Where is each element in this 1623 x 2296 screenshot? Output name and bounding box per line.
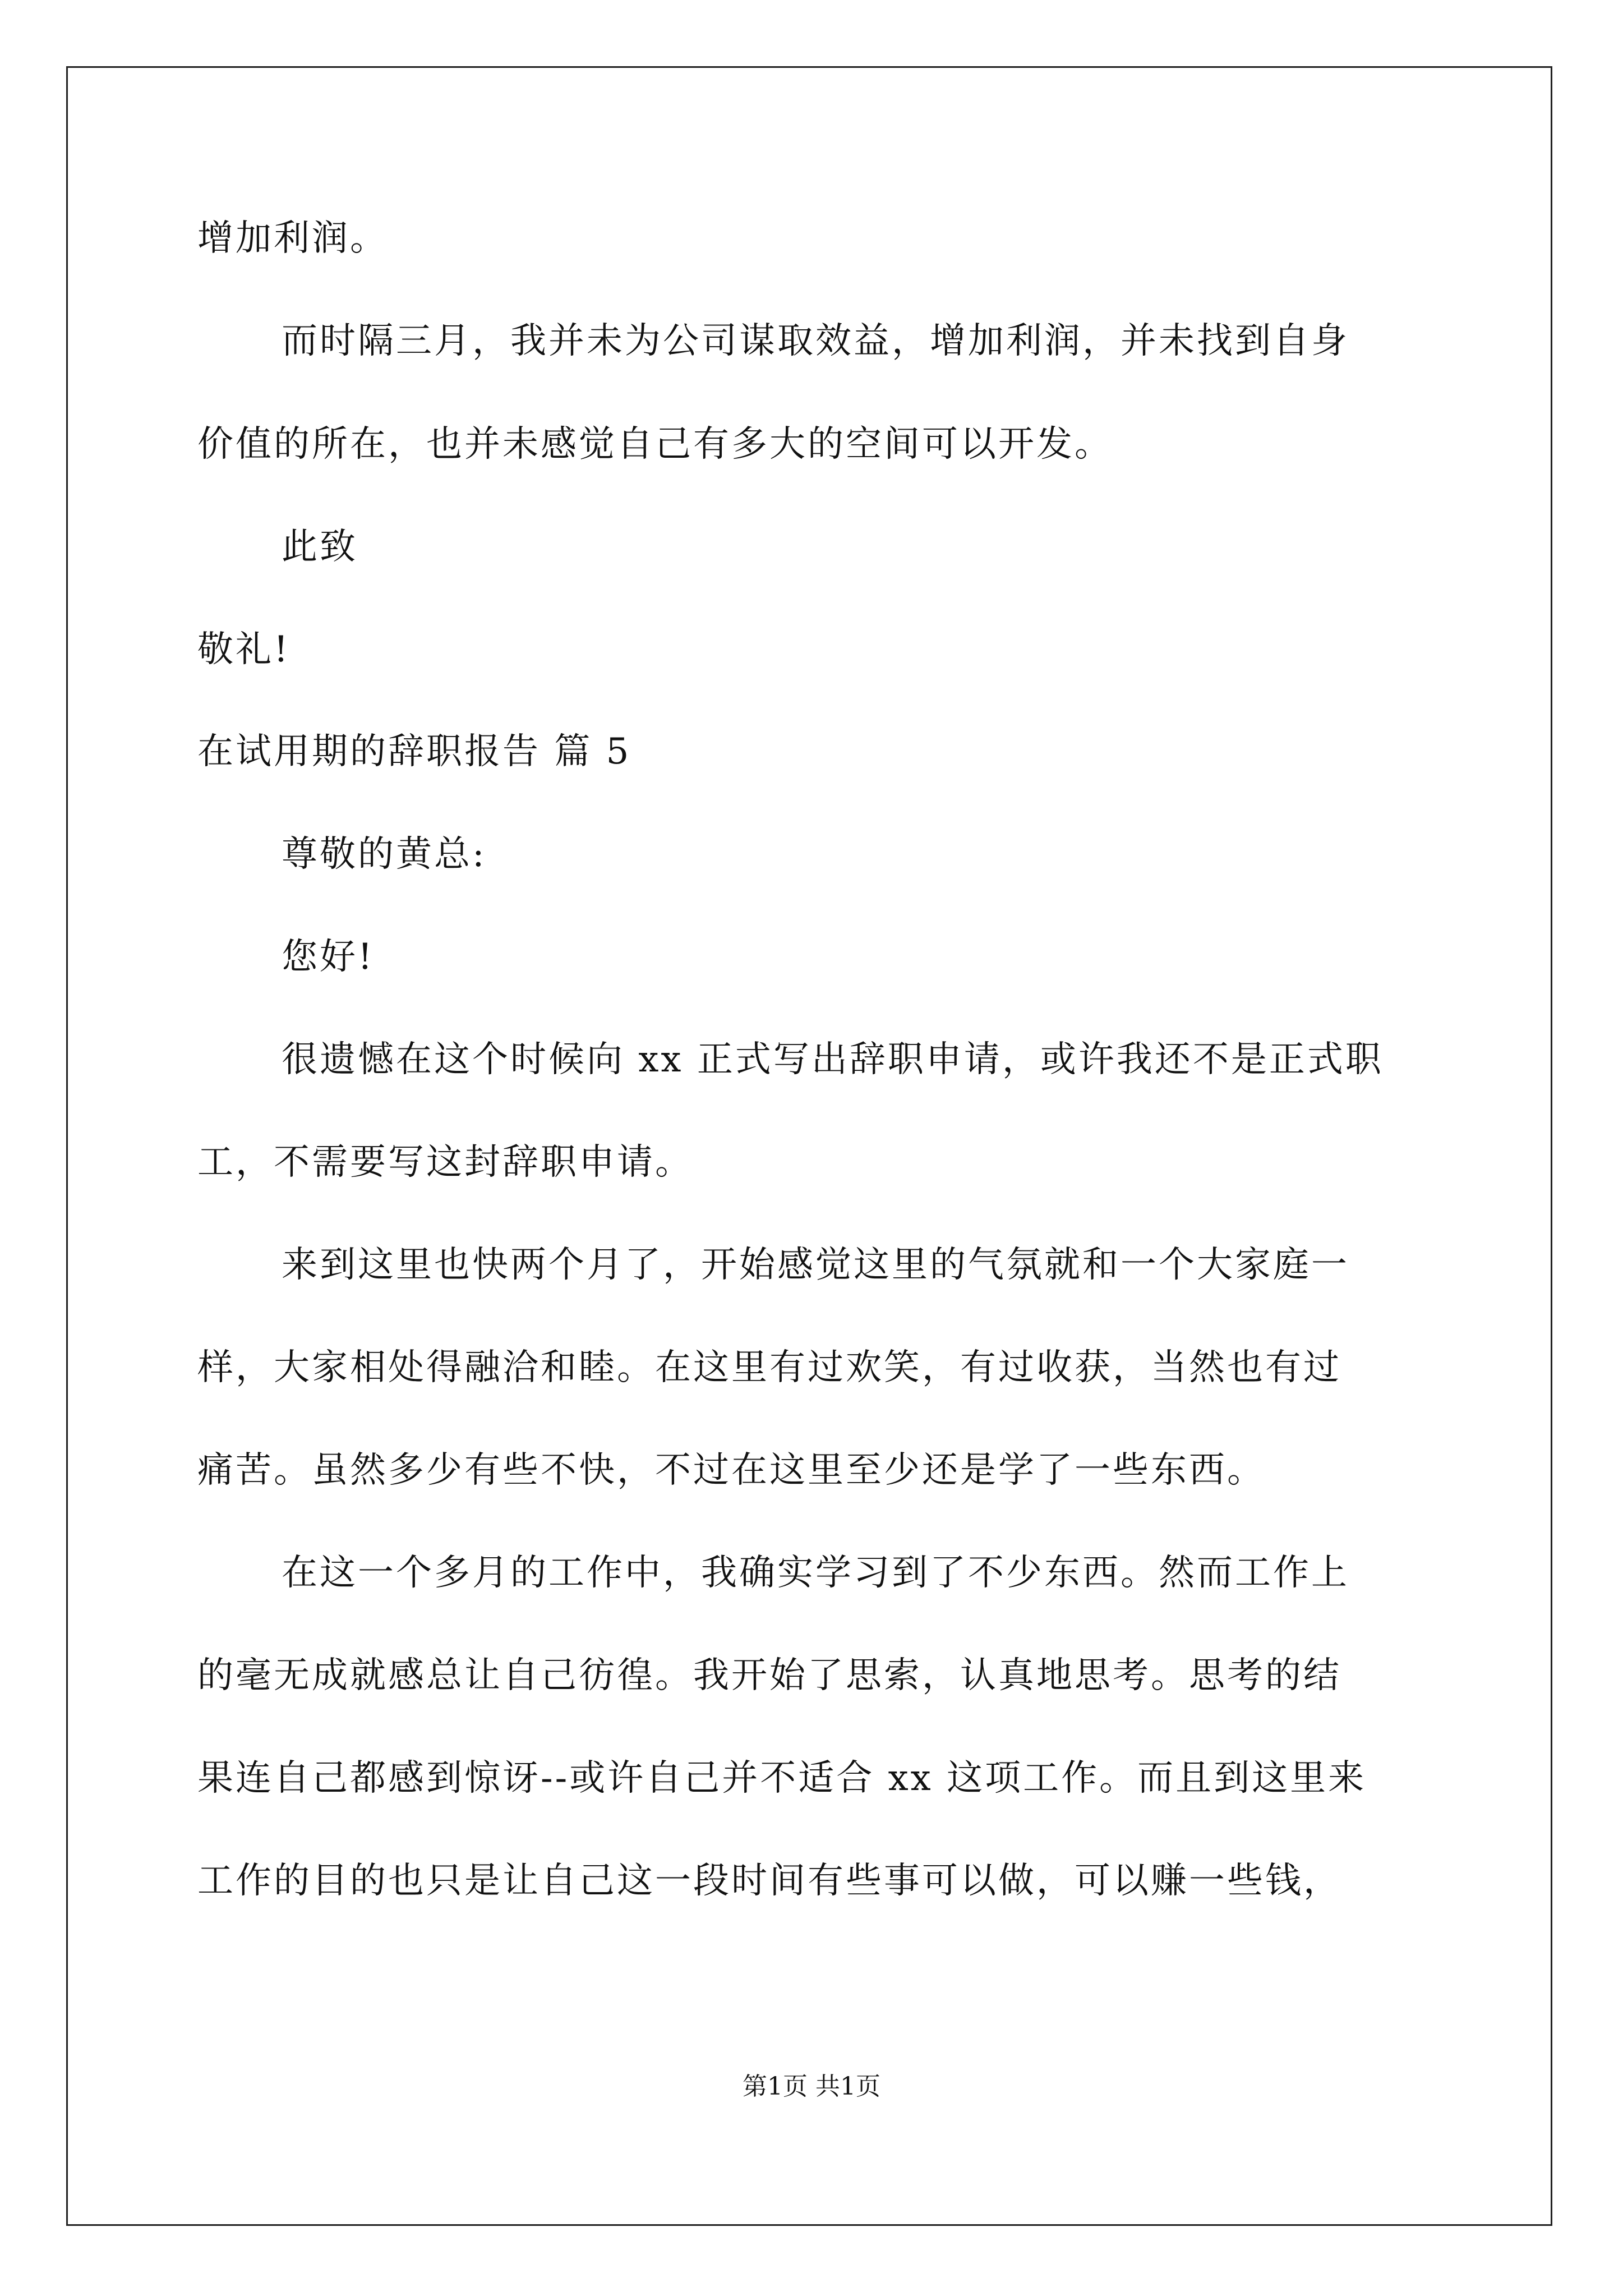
text-line-16: 果连自己都感到惊讶--或许自己并不适合 xx 这项工作。而且到这里来 <box>197 1757 1367 1799</box>
text-line-4: 此致 <box>282 526 358 568</box>
text-line-1: 增加利润。 <box>197 218 388 259</box>
text-line-11: 来到这里也快两个月了，开始感觉这里的气氛就和一个大家庭一 <box>282 1244 1349 1286</box>
text-line-17: 工作的目的也只是让自己这一段时间有些事可以做，可以赚一些钱， <box>197 1860 1341 1902</box>
text-line-5: 敬礼! <box>197 629 291 670</box>
page-footer: 第1页 共1页 <box>743 2072 880 2101</box>
text-line-10: 工，不需要写这封辞职申请。 <box>197 1142 693 1183</box>
section-heading: 在试用期的辞职报告 篇 5 <box>197 731 631 772</box>
text-line-8: 您好! <box>282 936 375 978</box>
text-line-14: 在这一个多月的工作中，我确实学习到了不少东西。然而工作上 <box>282 1552 1349 1594</box>
text-line-2: 而时隔三月，我并未为公司谋取效益，增加利润，并未找到自身 <box>282 320 1349 362</box>
text-line-3: 价值的所在，也并未感觉自己有多大的空间可以开发。 <box>197 424 1113 465</box>
text-line-15: 的毫无成就感总让自己彷徨。我开始了思索，认真地思考。思考的结 <box>197 1655 1341 1696</box>
text-line-12: 样，大家相处得融洽和睦。在这里有过欢笑，有过收获，当然也有过 <box>197 1347 1341 1388</box>
text-line-13: 痛苦。虽然多少有些不快，不过在这里至少还是学了一些东西。 <box>197 1450 1265 1491</box>
text-line-9: 很遗憾在这个时候向 xx 正式写出辞职申请，或许我还不是正式职 <box>282 1039 1384 1080</box>
text-line-7: 尊敬的黄总: <box>282 834 487 875</box>
